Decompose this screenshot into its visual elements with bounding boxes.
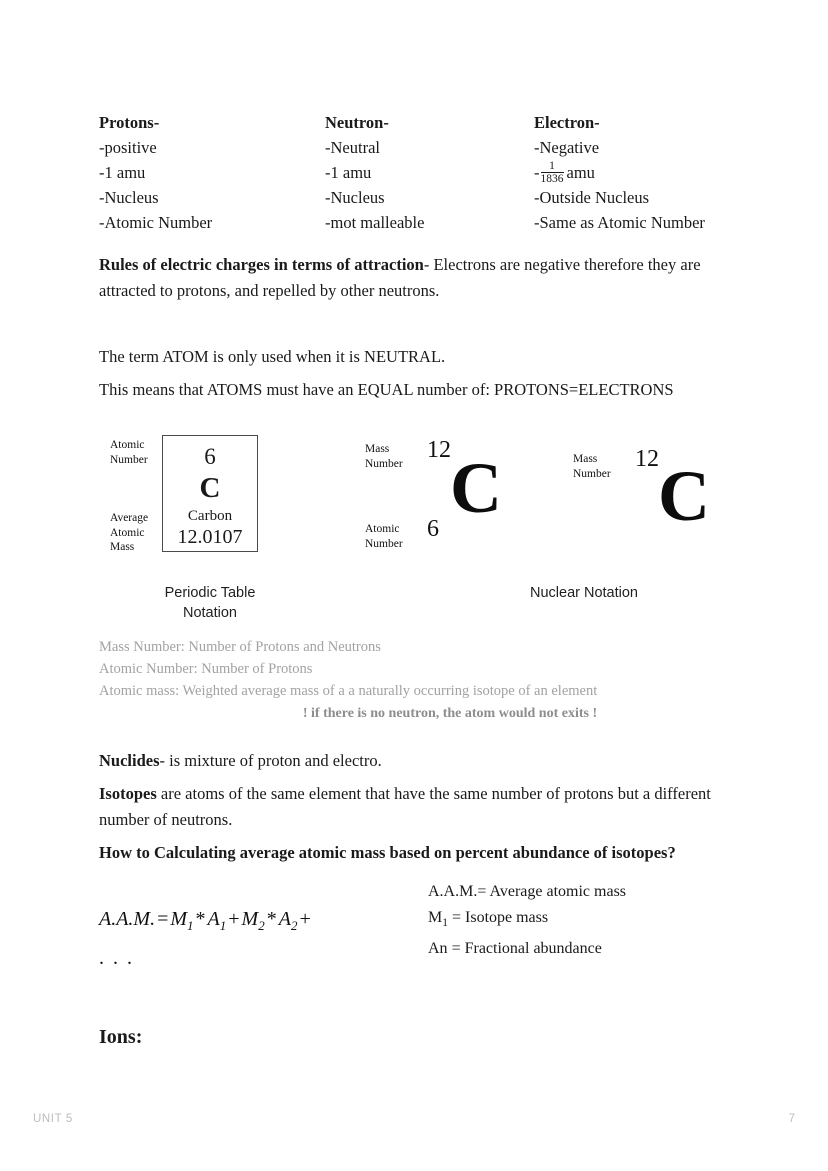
isotopes-label: Isotopes [99,784,157,803]
legend-term-an: An [428,940,448,958]
formula-plus-1: + [228,908,240,930]
caption-periodic-table [130,583,290,623]
mass-number-label-right-line2: Number [573,467,611,480]
atomic-number-label-line1: Atomic [110,439,145,451]
legend-row-an [428,936,728,962]
rules-text: - Electrons are negative therefore they are attracted to protons, and repelled by other neutrons. [99,255,701,300]
electron-item-2: -Outside Nucleus [534,188,650,207]
average-atomic-mass-label [110,511,148,555]
fraction-prefix: - [534,163,540,182]
rules-paragraph [99,252,724,303]
nuclear-notation-figure-left [365,437,515,550]
periodic-table-cell [162,435,258,552]
formula-plus-2: + [299,908,311,930]
average-atomic-mass-formula [99,903,399,975]
formula-m2-subscript: 2 [258,918,265,933]
footer-unit-label: UNIT 5 [33,1113,73,1125]
column-heading-electron: Electron- [534,113,600,132]
nuclides-label: Nuclides [99,751,160,770]
formula-a1: A [207,908,220,930]
mass-number-label-left [365,442,403,471]
legend-term-m1: M [428,908,443,926]
equal-numbers-statement: This means that ATOMS must have an EQUAL number of: PROTONS=ELECTRONS [99,380,674,399]
legend-term-aam: A.A.M. [428,883,478,900]
legend-rest-an: = Fractional abundance [447,940,602,958]
formula-m2: M [241,908,259,930]
protons-item-2: -1 amu [99,163,146,182]
formula-ellipsis: . . . [99,947,134,969]
legend-row-m1 [428,905,728,937]
fraction-one-over-1836 [541,161,564,185]
cell-average-atomic-mass: 12.0107 [177,526,243,548]
formula-star-1: * [195,908,206,930]
caption-periodic-table-line1: Periodic Table [164,585,256,601]
nuclear-mass-number-left: 12 [427,437,451,463]
average-atomic-mass-label-line3: Mass [110,541,135,553]
page-footer [0,1113,828,1133]
protons-item-1: -positive [99,138,157,157]
average-atomic-mass-label-line2: Atomic [110,526,145,539]
legend-row-aam [428,879,728,905]
periodic-table-figure [110,435,270,555]
formula-a2: A [278,908,291,930]
protons-item-4: -Atomic Number [99,213,213,232]
formula-legend [428,879,728,962]
protons-item-3: -Nucleus [99,188,159,207]
nuclear-notation-figure-right [573,446,718,545]
ions-heading: Ions: [99,1026,143,1048]
rules-label: Rules of electric charges in terms of attraction [99,255,424,274]
column-neutron [325,110,424,235]
formula-star-2: * [266,908,277,930]
formula-a1-subscript: 1 [219,918,227,933]
column-heading-neutron: Neutron- [325,113,389,132]
atomic-number-label [110,438,148,467]
caption-periodic-table-line2: Notation [182,605,237,621]
fraction-denominator: 1836 [540,172,564,185]
atomic-number-label-left [365,522,403,551]
nuclear-mass-number-right: 12 [635,446,659,472]
formula-m1-subscript: 1 [187,918,194,933]
average-atomic-mass-label-line1: Average [110,512,149,524]
legend-rest-m1: = Isotope mass [447,908,549,926]
how-to-heading-text: How to Calculating average atomic mass based on percent abundance of isotopes? [99,843,676,862]
how-to-heading [99,840,724,866]
definition-mass-number: Mass Number: Number of Protons and Neutrons [99,639,381,655]
legend-subscript-m1: 1 [442,916,448,929]
column-heading-protons: Protons- [99,113,160,132]
nuclides-text: - is mixture of proton and electro. [159,751,382,770]
neutron-item-1: -Neutral [325,138,380,157]
nuclides-paragraph [99,748,724,774]
definition-warning-note: ! if there is no neutron, the atom would not exits ! [302,706,598,721]
definition-atomic-mass: Atomic mass: Weighted average mass of a a naturally occurring isotope of an element [99,683,598,699]
definition-atomic-number: Atomic Number: Number of Protons [99,661,313,677]
neutron-item-4: -mot malleable [325,213,425,232]
atom-neutral-statement: The term ATOM is only used when it is NEUTRAL. [99,347,446,366]
electron-mass-fraction [534,160,705,185]
column-protons [99,110,212,235]
nuclear-symbol-right: C [658,456,710,536]
caption-nuclear-notation: Nuclear Notation [530,585,638,601]
formula-equals: = [157,908,169,930]
nuclear-atomic-number-left: 6 [427,516,439,542]
neutron-item-2: -1 amu [325,163,372,182]
mass-number-label-right [573,452,611,481]
legend-rest-aam: = Average atomic mass [477,883,627,900]
isotopes-text: are atoms of the same element that have the same number of protons but a different number of neutrons. [99,784,711,829]
neutron-item-3: -Nucleus [325,188,385,207]
atomic-number-label-line2: Number [110,453,148,466]
atomic-number-label-left-line1: Atomic [365,523,400,535]
mass-number-label-left-line1: Mass [365,443,390,455]
footer-page-number: 7 [788,1113,795,1125]
electron-item-3: -Same as Atomic Number [534,213,705,232]
formula-lhs: A.A.M. [99,908,156,930]
isotopes-paragraph [99,781,724,832]
fraction-numerator: 1 [549,159,555,172]
definition-notes [99,636,739,725]
cell-element-symbol: C [199,472,221,504]
atomic-number-label-left-line2: Number [365,537,403,550]
fraction-unit: amu [566,163,595,182]
cell-element-name: Carbon [187,508,233,524]
mass-number-label-left-line2: Number [365,457,403,470]
cell-atomic-number: 6 [204,444,216,469]
mass-number-label-right-line1: Mass [573,453,598,465]
column-electron [534,110,705,235]
electron-item-1: -Negative [534,138,600,157]
formula-a2-subscript: 2 [290,918,298,933]
formula-m1: M [170,908,188,930]
nuclear-symbol-left: C [450,448,502,528]
